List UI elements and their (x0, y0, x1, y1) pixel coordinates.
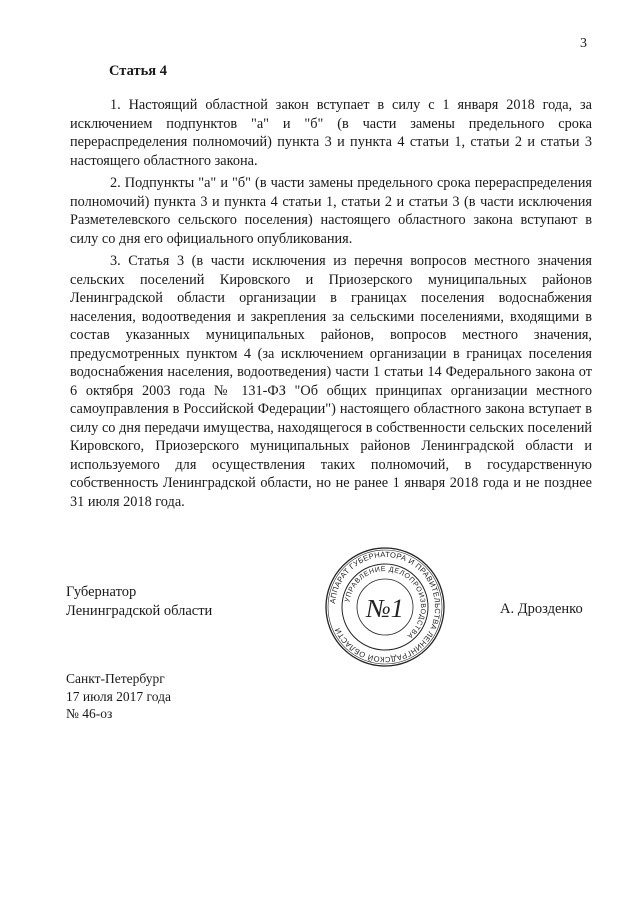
stamp-ring-text: АППАРАТ ГУБЕРНАТОРА И ПРАВИТЕЛЬСТВА ЛЕНИНГРАДСКОЙ ОБЛАСТИ (328, 549, 443, 665)
article-body (70, 96, 592, 515)
signature-position (66, 583, 212, 621)
paragraph-1: 1. Настоящий областной закон вступает в силу с 1 января 2018 года, за исключением подпунктов "а" и "б" (в части замены предельного срока перераспределения полномочий) пункта 3 и пункта 4 статьи 1, статьи 2 и статьи 3 настоящего областного закона. (70, 97, 592, 169)
meta-number: № 46-оз (66, 706, 113, 721)
stamp-number: №1 (366, 594, 404, 623)
document-meta (66, 670, 171, 723)
signature-position-line-2: Ленинградской области (66, 603, 213, 619)
page-number: 3 (580, 36, 587, 51)
signature-position-line-1: Губернатор (66, 584, 137, 600)
article-title: Статья 4 (109, 63, 167, 79)
stamp-inner-text: УПРАВЛЕНИЕ ДЕЛОПРОИЗВОДСТВА (344, 565, 427, 640)
meta-city: Санкт-Петербург (66, 671, 165, 686)
paragraph-3: 3. Статья 3 (в части исключения из перечня вопросов местного значения сельских поселений Кировского и Приозерского муниципальных районов Ленинградской области организации в границах поселения водоснабжения населения, водоотведения и закрепления за сельскими поселениями, входящими в состав указанных муниципальных районов, вопросов местного значения, предусмотренных пунктом 4 (за исключением организации в границах поселения водоснабжения населения, водоотведения) части 1 статьи 14 Федерального закона от 6 октября 2003 года № 131-ФЗ "Об общих принципах организации местного самоуправления в Российской Федерации") настоящего областного закона вступает в силу со дня передачи имущества, находящегося в собственности сельских поселений Кировского, Приозерского муниципальных районов Ленинградской области и используемого для осуществления таких полномочий, в государственную собственность Ленинградской области, но не ранее 1 января 2018 года и не позднее 31 июля 2018 года. (70, 253, 592, 510)
paragraph-2: 2. Подпункты "а" и "б" (в части замены предельного срока перераспределения полномочий) пункта 3 и пункта 4 статьи 1, статьи 2 и статьи 3 (в части исключения Разметелевского сельского поселения) настоящего областного закона вступают в силу со дня его официального опубликования. (70, 175, 592, 247)
official-stamp (323, 545, 447, 669)
meta-date: 17 июля 2017 года (66, 688, 171, 704)
signature-name: А. Дрозденко (500, 601, 583, 617)
